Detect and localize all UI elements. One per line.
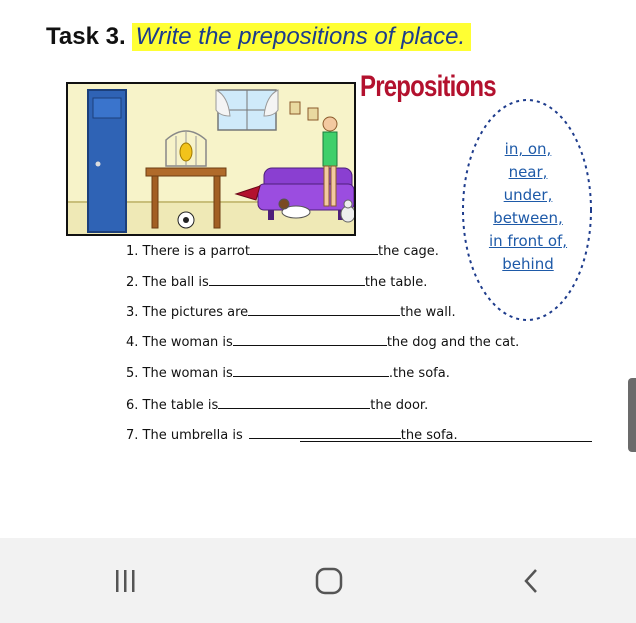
underline-rule: [300, 441, 592, 442]
sentence-end: the sofa.: [400, 428, 458, 443]
answer-blank: [250, 242, 378, 255]
word-bank-item: between,: [493, 209, 563, 227]
window: [216, 90, 278, 130]
word-bank-item: in front of,: [488, 232, 568, 250]
answer-blank: [233, 333, 387, 346]
answer-blank: [218, 396, 370, 409]
word-bank-item: behind: [502, 255, 554, 273]
sentence-3: [126, 303, 456, 320]
sentence-end: the wall.: [400, 305, 456, 320]
recent-apps-icon[interactable]: [106, 566, 146, 596]
answer-blank: [233, 364, 389, 377]
sentence-start: 6. The table is: [126, 398, 219, 413]
picture-frame: [308, 108, 318, 120]
sentence-end: the cage.: [377, 244, 439, 259]
sentence-end: the door.: [370, 398, 429, 413]
sentence-start: 3. The pictures are: [126, 305, 249, 320]
answer-blank: [209, 273, 365, 286]
task-label: Task 3.: [46, 23, 126, 50]
navigation-bar: [0, 538, 636, 623]
task-header: [46, 20, 471, 54]
word-bank: [474, 138, 582, 276]
worksheet-title: Prepositions: [360, 70, 496, 103]
answer-blank: [248, 303, 400, 316]
picture-frame: [290, 102, 300, 114]
room-illustration: [66, 82, 356, 236]
task-instruction: Write the prepositions of place.: [132, 23, 472, 51]
sentence-1: [126, 242, 439, 259]
room-scene-svg: [68, 84, 354, 234]
sentence-6: [126, 396, 428, 413]
back-icon[interactable]: [512, 566, 552, 596]
sentence-start: 5. The woman is: [126, 366, 233, 381]
sentence-4: [126, 333, 519, 350]
door: [88, 90, 126, 232]
sentence-start: 7. The umbrella is: [126, 428, 243, 443]
sentence-end: the table.: [364, 275, 428, 290]
sentence-2: [126, 273, 427, 290]
sentence-start: 4. The woman is: [126, 335, 233, 350]
sentence-start: 2. The ball is: [126, 275, 209, 290]
word-bank-item: under,: [503, 186, 553, 204]
sentence-end: the dog and the cat.: [386, 335, 520, 350]
sentence-5: [126, 364, 450, 381]
word-bank-item: in, on,: [504, 140, 552, 158]
sentence-start: 1. There is a parrot: [126, 244, 250, 259]
sentence-end: .the sofa.: [388, 366, 450, 381]
scrollbar-handle[interactable]: [628, 378, 636, 452]
word-bank-item: near,: [508, 163, 548, 181]
answer-blank: [249, 426, 401, 439]
home-icon[interactable]: [309, 566, 349, 596]
